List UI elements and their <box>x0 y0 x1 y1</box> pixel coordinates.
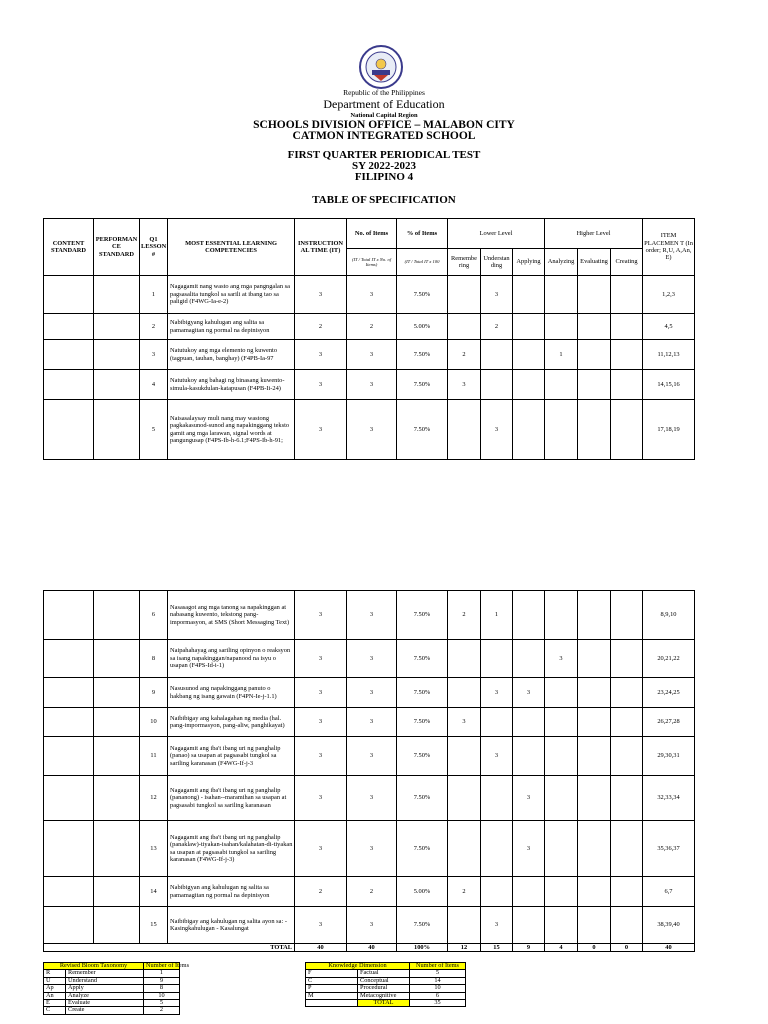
row-eva <box>578 591 611 640</box>
bloom-name: Evaluate <box>66 1000 144 1007</box>
row-placement: 11,12,13 <box>643 340 695 370</box>
row-it: 3 <box>295 591 347 640</box>
row-it: 2 <box>295 877 347 907</box>
row-und: 3 <box>481 276 513 314</box>
row-ana <box>545 821 578 877</box>
col-applying: Applying <box>513 249 545 276</box>
row-pct: 7.50% <box>397 708 448 737</box>
row-lesson: 6 <box>140 591 168 640</box>
col-creating: Creating <box>611 249 643 276</box>
row-competency: Naibibigay ang kahulugan ng salita ayon sa: - Kasingkahulugan - Kasalungat <box>168 907 295 944</box>
bloom-count: 8 <box>144 985 180 992</box>
row-items: 3 <box>347 708 397 737</box>
row-cre <box>611 821 643 877</box>
knowledge-header-label: Knowledge Dimension <box>306 963 410 970</box>
knowledge-name: Procedural <box>358 985 410 992</box>
col-pct-items: % of Items <box>397 219 448 249</box>
table-row <box>44 737 695 776</box>
row-app <box>513 276 545 314</box>
row-lesson: 2 <box>140 314 168 340</box>
table-row <box>44 877 695 907</box>
row-lesson: 9 <box>140 678 168 708</box>
division-label: SCHOOLS DIVISION OFFICE – MALABON CITY <box>253 119 515 131</box>
knowledge-name: Conceptual <box>358 977 410 984</box>
row-app: 3 <box>513 776 545 821</box>
row-it: 3 <box>295 678 347 708</box>
row-pct: 7.50% <box>397 737 448 776</box>
row-app <box>513 708 545 737</box>
row-lesson: 3 <box>140 340 168 370</box>
row-lesson: 4 <box>140 370 168 400</box>
knowledge-legend-header <box>306 963 466 970</box>
col-remembering: Remembe ring <box>448 249 481 276</box>
row-eva <box>578 708 611 737</box>
row-lesson: 8 <box>140 640 168 678</box>
row-eva <box>578 821 611 877</box>
table-row <box>44 276 695 314</box>
row-pct: 7.50% <box>397 821 448 877</box>
row-und <box>481 776 513 821</box>
row-placement: 20,21,22 <box>643 640 695 678</box>
bloom-count: 2 <box>144 1007 180 1014</box>
row-competency: Naibibigay ang kahalagahan ng media (hal. pang-impormasyon, pang-aliw, panghikayat) <box>168 708 295 737</box>
col-instruction-time: INSTRUCTION AL TIME (IT) <box>295 219 347 276</box>
row-competency: Nabibigyan ang kahulugan ng salita sa pamamagitan ng pormal na depinisyon <box>168 877 295 907</box>
list-item <box>44 1007 180 1014</box>
row-competency: Nasusunod ang napakinggang panuto o hakbang ng isang gawain (F4PN-Ie-j-1.1) <box>168 678 295 708</box>
knowledge-name: Metacognitive <box>358 992 410 999</box>
row-placement: 35,36,37 <box>643 821 695 877</box>
school-year: SY 2022-2023 <box>351 160 417 172</box>
row-items: 2 <box>347 877 397 907</box>
row-competency: Nagagamit ang iba't ibang uri ng panghalip (pananong) - isahan--maramihan sa usapan at pagsasabi tungkol sa sariling karanasan <box>168 776 295 821</box>
total-cre: 0 <box>611 944 643 952</box>
row-it: 3 <box>295 276 347 314</box>
row-eva <box>578 400 611 460</box>
row-cre <box>611 877 643 907</box>
table-title: TABLE OF SPECIFICATION <box>312 194 456 206</box>
row-rem <box>448 400 481 460</box>
knowledge-code: C <box>306 977 358 984</box>
row-ana <box>545 678 578 708</box>
row-pct: 5.00% <box>397 877 448 907</box>
total-items: 40 <box>347 944 397 952</box>
row-it: 3 <box>295 708 347 737</box>
knowledge-name: Factual <box>358 970 410 977</box>
row-pct: 7.50% <box>397 400 448 460</box>
row-eva <box>578 370 611 400</box>
row-cre <box>611 737 643 776</box>
row-it: 3 <box>295 340 347 370</box>
row-it: 3 <box>295 907 347 944</box>
bloom-code: U <box>44 977 66 984</box>
row-cre <box>611 340 643 370</box>
row-app <box>513 907 545 944</box>
row-app <box>513 640 545 678</box>
row-ana: 1 <box>545 340 578 370</box>
total-label: TOTAL <box>44 944 295 952</box>
row-und <box>481 877 513 907</box>
knowledge-code: F <box>306 970 358 977</box>
row-eva <box>578 877 611 907</box>
table-row <box>44 314 695 340</box>
knowledge-count: 5 <box>410 970 466 977</box>
knowledge-header-count: Number of Items <box>410 963 466 970</box>
bloom-name: Create <box>66 1007 144 1014</box>
list-item <box>306 985 466 992</box>
row-rem <box>448 776 481 821</box>
row-competency: Naisasalaysay muli nang may wastong pagkakasunod-sunod ang napakinggang teksto gamit ang mga larawan, signal words at pangungusap (F4PS-Ib-h-6.1;F4PS-Ib-h-91; <box>168 400 295 460</box>
header-row <box>44 219 695 249</box>
republic-label: Republic of the Philippines <box>343 88 425 97</box>
table-row <box>44 776 695 821</box>
knowledge-legend-table <box>305 962 466 1007</box>
row-app: 3 <box>513 678 545 708</box>
row-eva <box>578 340 611 370</box>
row-ana <box>545 314 578 340</box>
knowledge-total-row <box>306 1000 466 1007</box>
row-placement: 4,5 <box>643 314 695 340</box>
row-lesson: 15 <box>140 907 168 944</box>
row-items: 3 <box>347 907 397 944</box>
knowledge-count: 10 <box>410 985 466 992</box>
row-und <box>481 708 513 737</box>
bloom-code: Ap <box>44 985 66 992</box>
row-ana <box>545 776 578 821</box>
row-ana <box>545 737 578 776</box>
knowledge-count: 14 <box>410 977 466 984</box>
row-it: 3 <box>295 370 347 400</box>
school-label: CATMON INTEGRATED SCHOOL <box>292 130 476 142</box>
col-lesson: Q1 LESSON # <box>140 219 168 276</box>
row-eva <box>578 314 611 340</box>
test-title: FIRST QUARTER PERIODICAL TEST <box>287 149 481 161</box>
col-lower-level: Lower Level <box>448 219 545 249</box>
table-row <box>44 340 695 370</box>
row-competency: Natutukoy ang bahagi ng binasang kuwento- simula-kasukdulan-katapusan (F4PB-Ii-24) <box>168 370 295 400</box>
row-eva <box>578 678 611 708</box>
row-rem <box>448 640 481 678</box>
row-und <box>481 340 513 370</box>
table-row <box>44 640 695 678</box>
row-items: 3 <box>347 821 397 877</box>
row-app <box>513 591 545 640</box>
total-rem: 12 <box>448 944 481 952</box>
total-placement: 40 <box>643 944 695 952</box>
row-und: 3 <box>481 907 513 944</box>
knowledge-count: 6 <box>410 992 466 999</box>
row-it: 2 <box>295 314 347 340</box>
bloom-name: Remember <box>66 970 144 977</box>
row-eva <box>578 776 611 821</box>
row-pct: 7.50% <box>397 591 448 640</box>
row-eva <box>578 276 611 314</box>
col-analyzing: Analyzing <box>545 249 578 276</box>
row-items: 3 <box>347 370 397 400</box>
total-pct: 100% <box>397 944 448 952</box>
row-rem: 3 <box>448 370 481 400</box>
bloom-code: R <box>44 970 66 977</box>
row-app: 3 <box>513 821 545 877</box>
total-und: 15 <box>481 944 513 952</box>
row-und: 1 <box>481 591 513 640</box>
row-und <box>481 821 513 877</box>
row-cre <box>611 591 643 640</box>
bloom-count: 9 <box>144 977 180 984</box>
row-pct: 7.50% <box>397 340 448 370</box>
subject-title: FILIPINO 4 <box>354 171 414 183</box>
row-ana <box>545 400 578 460</box>
row-pct: 7.50% <box>397 370 448 400</box>
row-rem: 2 <box>448 340 481 370</box>
row-items: 2 <box>347 314 397 340</box>
row-pct: 5.00% <box>397 314 448 340</box>
table-row <box>44 708 695 737</box>
row-placement: 23,24,25 <box>643 678 695 708</box>
bloom-code: C <box>44 1007 66 1014</box>
row-it: 3 <box>295 821 347 877</box>
row-items: 3 <box>347 591 397 640</box>
row-lesson: 1 <box>140 276 168 314</box>
table-row <box>44 678 695 708</box>
row-items: 3 <box>347 276 397 314</box>
region-label: National Capital Region <box>350 112 418 119</box>
bloom-header-label: Revised Bloom Taxonomy <box>44 963 144 970</box>
row-competency: Nasasagot ang mga tanong sa napakinggan at nabasang kuwento, tekstong pang-impormasyon, at SMS (Short Messaging Text) <box>168 591 295 640</box>
row-placement: 38,39,40 <box>643 907 695 944</box>
bloom-name: Apply <box>66 985 144 992</box>
row-items: 3 <box>347 737 397 776</box>
row-rem <box>448 907 481 944</box>
bloom-name: Analyze <box>66 992 144 999</box>
row-app <box>513 877 545 907</box>
row-competency: Nagagamit nang wasto ang mga pangngalan sa pagsasalita tungkol sa sarili at ibang tao sa paligid (F4WG-Ia-e-2) <box>168 276 295 314</box>
row-lesson: 14 <box>140 877 168 907</box>
tos-table-page2 <box>43 590 695 952</box>
row-rem <box>448 276 481 314</box>
row-und: 3 <box>481 737 513 776</box>
row-ana <box>545 591 578 640</box>
col-understanding: Understan ding <box>481 249 513 276</box>
row-lesson: 11 <box>140 737 168 776</box>
row-lesson: 13 <box>140 821 168 877</box>
row-competency: Nabibigyang kahulugan ang salita sa pamamagitan ng pormal na depinisyon <box>168 314 295 340</box>
row-rem <box>448 737 481 776</box>
row-pct: 7.50% <box>397 276 448 314</box>
knowledge-total-label: TOTAL <box>358 1000 410 1007</box>
row-it: 3 <box>295 776 347 821</box>
row-cre <box>611 314 643 340</box>
row-items: 3 <box>347 640 397 678</box>
row-placement: 32,33,34 <box>643 776 695 821</box>
row-und <box>481 370 513 400</box>
deped-seal-logo <box>358 44 404 90</box>
table-row <box>44 370 695 400</box>
knowledge-code: M <box>306 992 358 999</box>
col-higher-level: Higher Level <box>545 219 643 249</box>
row-app <box>513 340 545 370</box>
row-items: 3 <box>347 340 397 370</box>
table-row <box>44 400 695 460</box>
col-no-items: No. of Items <box>347 219 397 249</box>
row-it: 3 <box>295 640 347 678</box>
bloom-legend-table <box>43 962 190 1015</box>
row-rem: 2 <box>448 877 481 907</box>
row-und: 3 <box>481 400 513 460</box>
row-ana <box>545 708 578 737</box>
total-ana: 4 <box>545 944 578 952</box>
department-label: Department of Education <box>323 97 445 111</box>
row-cre <box>611 907 643 944</box>
col-pct-items-formula: (IT / Total IT x 100 <box>397 249 448 276</box>
row-competency: Nagagamit ang iba't ibang uri ng panghalip (panao) sa usapan at pagsasabi tungkol sa sariling karanasan (F4WG-If-j-3 <box>168 737 295 776</box>
row-app <box>513 314 545 340</box>
row-ana <box>545 907 578 944</box>
row-und <box>481 640 513 678</box>
row-rem <box>448 821 481 877</box>
col-content-standard: CONTENT STANDARD <box>44 219 94 276</box>
col-performance-standard: PERFORMAN CE STANDARD <box>94 219 140 276</box>
total-row <box>44 944 695 952</box>
row-competency: Natutukoy ang mga elemento ng kuwento (tagpuan, tauhan, banghay) (F4PB-Ia-97 <box>168 340 295 370</box>
row-placement: 14,15,16 <box>643 370 695 400</box>
row-items: 3 <box>347 776 397 821</box>
row-eva <box>578 907 611 944</box>
row-placement: 26,27,28 <box>643 708 695 737</box>
col-placement: ITEM PLACEMEN T (In order; R,U, A,An, E) <box>643 219 695 276</box>
row-pct: 7.50% <box>397 907 448 944</box>
tos-table-page1 <box>43 218 695 460</box>
row-app <box>513 400 545 460</box>
knowledge-code: P <box>306 985 358 992</box>
row-it: 3 <box>295 400 347 460</box>
row-competency: Naipahahayag ang sariling opinyon o reaksyon sa isang napakinggan/napanood na isyu o usapan (F4PS-Id-i-1) <box>168 640 295 678</box>
row-cre <box>611 678 643 708</box>
row-lesson: 12 <box>140 776 168 821</box>
row-cre <box>611 640 643 678</box>
list-item <box>44 985 180 992</box>
row-cre <box>611 276 643 314</box>
table-row <box>44 591 695 640</box>
row-rem <box>448 678 481 708</box>
row-placement: 17,18,19 <box>643 400 695 460</box>
bloom-name: Understand <box>66 977 144 984</box>
row-it: 3 <box>295 737 347 776</box>
table-row <box>44 821 695 877</box>
bloom-count: 5 <box>144 1000 180 1007</box>
knowledge-total-value: 35 <box>410 1000 466 1007</box>
row-rem <box>448 314 481 340</box>
bloom-header-count: Number of Items <box>144 963 180 970</box>
row-eva <box>578 640 611 678</box>
row-placement: 1,2,3 <box>643 276 695 314</box>
row-cre <box>611 708 643 737</box>
total-app: 9 <box>513 944 545 952</box>
total-eva: 0 <box>578 944 611 952</box>
row-pct: 7.50% <box>397 776 448 821</box>
bloom-count: 1 <box>144 970 180 977</box>
row-ana: 3 <box>545 640 578 678</box>
row-placement: 29,30,31 <box>643 737 695 776</box>
row-rem: 2 <box>448 591 481 640</box>
row-cre <box>611 776 643 821</box>
row-ana <box>545 877 578 907</box>
row-placement: 6,7 <box>643 877 695 907</box>
row-pct: 7.50% <box>397 640 448 678</box>
row-eva <box>578 737 611 776</box>
total-it: 40 <box>295 944 347 952</box>
col-competencies: MOST ESSENTIAL LEARNING COMPETENCIES <box>168 219 295 276</box>
row-ana <box>545 370 578 400</box>
row-lesson: 5 <box>140 400 168 460</box>
bloom-count: 10 <box>144 992 180 999</box>
row-cre <box>611 400 643 460</box>
row-app <box>513 370 545 400</box>
row-placement: 8,9,10 <box>643 591 695 640</box>
table-row <box>44 907 695 944</box>
row-competency: Nagagamit ang iba't ibang uri ng panghalip (panaklaw)-tiyakan-isahan/kalahatan-di-tiyakan sa usapan at pagsasabi tungkol sa sariling karanasan (F4WG-If-j-3) <box>168 821 295 877</box>
row-und: 3 <box>481 678 513 708</box>
row-items: 3 <box>347 678 397 708</box>
bloom-code: E <box>44 1000 66 1007</box>
bloom-code: An <box>44 992 66 999</box>
row-rem: 3 <box>448 708 481 737</box>
row-items: 3 <box>347 400 397 460</box>
col-evaluating: Evaluating <box>578 249 611 276</box>
row-lesson: 10 <box>140 708 168 737</box>
row-cre <box>611 370 643 400</box>
row-und: 2 <box>481 314 513 340</box>
row-app <box>513 737 545 776</box>
col-no-items-formula: (IT / Total IT x No. of Items) <box>347 249 397 276</box>
row-pct: 7.50% <box>397 678 448 708</box>
row-ana <box>545 276 578 314</box>
